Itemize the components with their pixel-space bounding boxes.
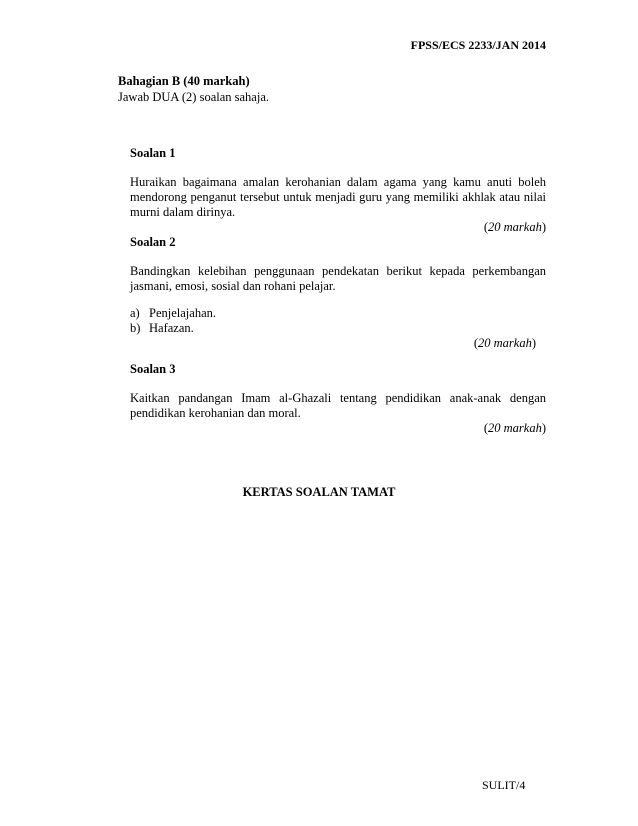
option-text: Penjelajahan. [149, 306, 216, 320]
end-of-paper-title: KERTAS SOALAN TAMAT [242, 485, 396, 499]
question-3 [130, 362, 546, 436]
option-item [130, 306, 546, 321]
question-text: Bandingkan kelebihan penggunaan pendekatan berikut kepada perkembangan jasmani, emosi, sosial dan rohani pelajar. [130, 264, 546, 293]
marks-label: 20 markah [488, 220, 542, 234]
option-letter: b) [130, 321, 141, 335]
question-title: Soalan 1 [130, 146, 176, 160]
question-title: Soalan 3 [130, 362, 176, 376]
option-item [130, 321, 546, 336]
question-marks: (20 markah) [473, 336, 536, 350]
marks-label: 20 markah [478, 336, 532, 350]
section-instruction: Jawab DUA (2) soalan sahaja. [118, 90, 269, 104]
question-marks: (20 markah) [483, 220, 546, 234]
marks-label: 20 markah [488, 421, 542, 435]
question-1 [130, 146, 546, 235]
option-letter: a) [130, 306, 140, 320]
document-code-header: FPSS/ECS 2233/JAN 2014 [410, 38, 546, 52]
question-title: Soalan 2 [130, 235, 176, 249]
question-marks: (20 markah) [483, 421, 546, 435]
question-text: Huraikan bagaimana amalan kerohanian dalam agama yang kamu anuti boleh mendorong penganut tersebut untuk menjadi guru yang memiliki akhlak atau nilai murni dalam dirinya. [130, 175, 546, 219]
option-text: Hafazan. [149, 321, 194, 335]
page-footer-code: SULIT/4 [482, 778, 526, 792]
question-text: Kaitkan pandangan Imam al-Ghazali tentang pendidikan anak-anak dengan pendidikan kerohanian dan moral. [130, 391, 546, 420]
option-list [130, 306, 546, 336]
question-2 [130, 235, 546, 351]
section-title: Bahagian B (40 markah) [118, 74, 250, 88]
